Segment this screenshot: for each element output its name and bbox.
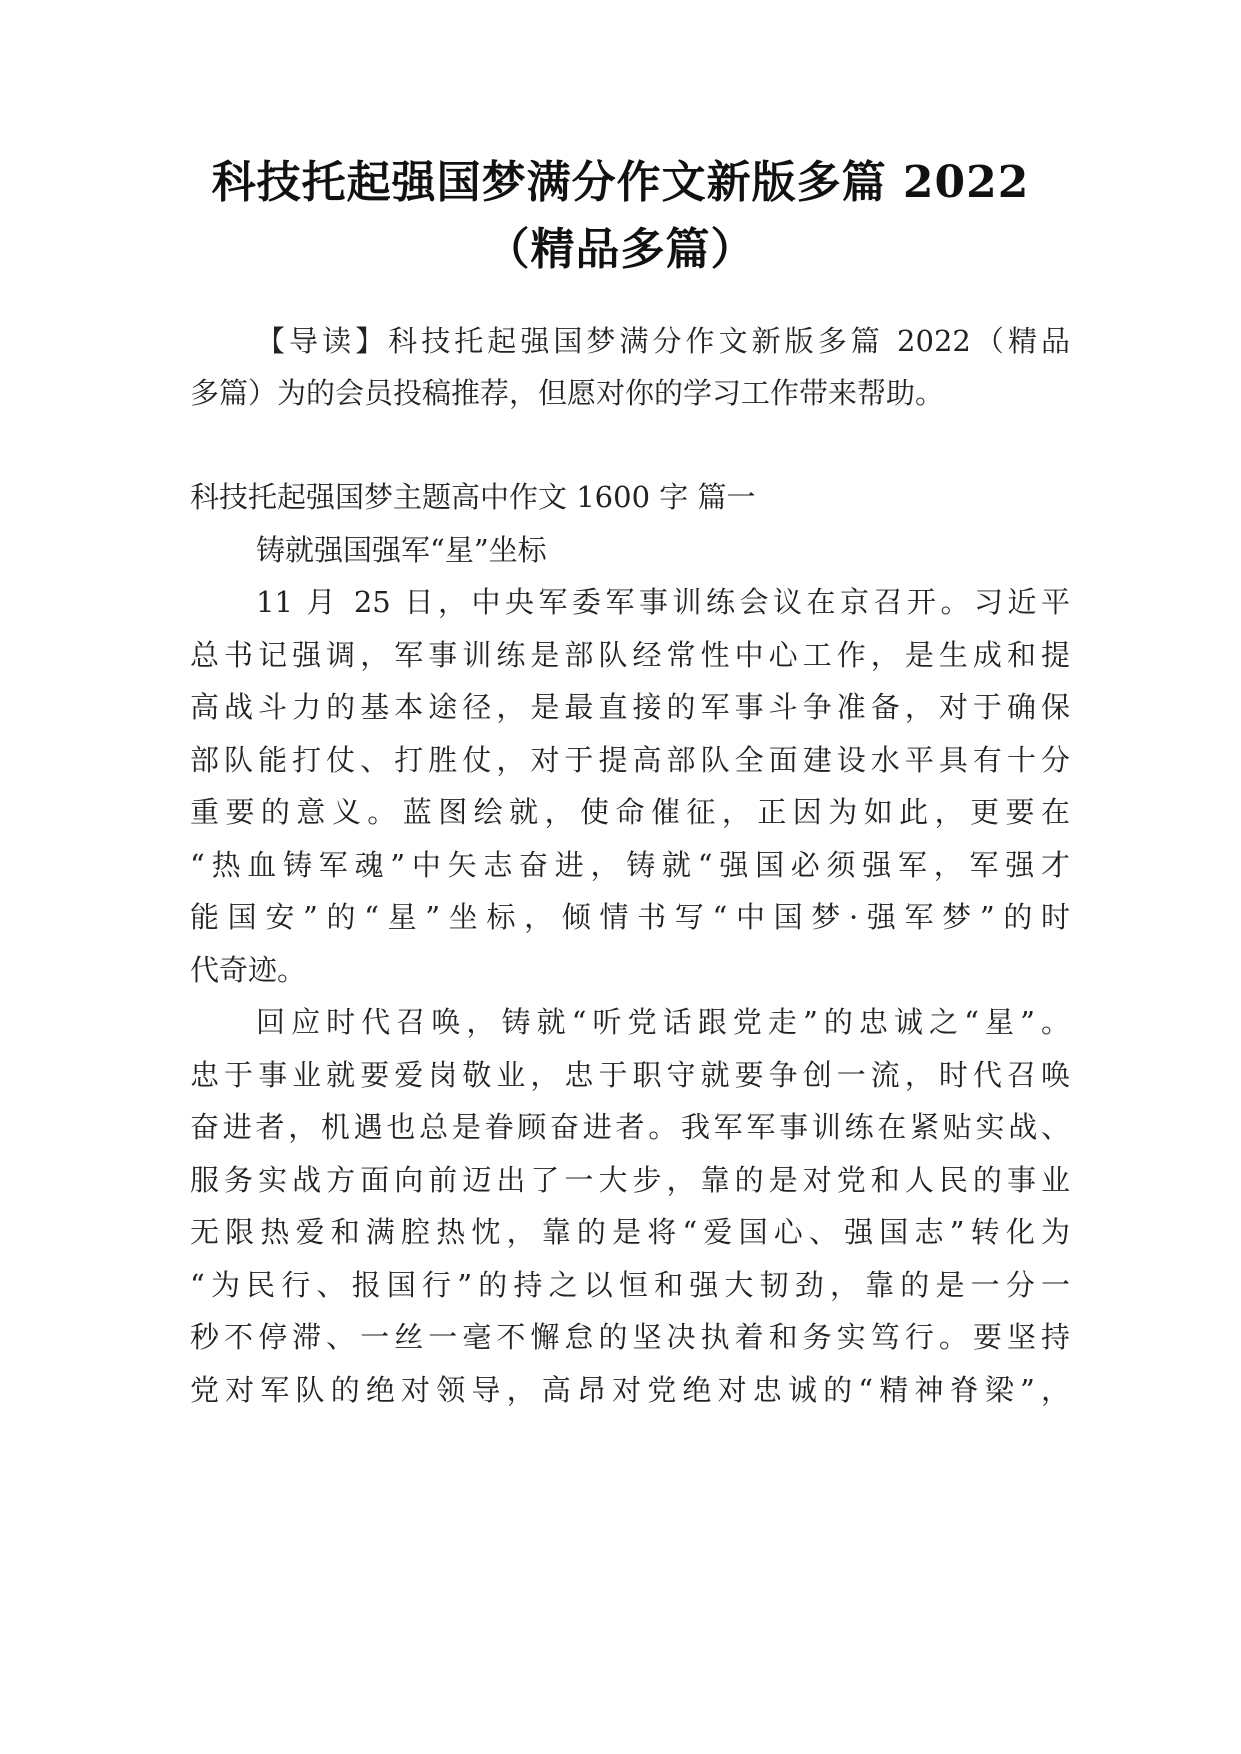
document-title-line-2: （精品多篇） [485, 224, 756, 275]
paragraph-1-line-2: 总书记强调，军事训练是部队经常性中心工作，是生成和提 [190, 638, 1070, 672]
paragraph-2-line-8: 党对军队的绝对领导，高昂对党绝对忠诚的“精神脊梁”， [190, 1373, 1070, 1407]
intro-line-2: 多篇）为的会员投稿推荐，但愿对你的学习工作带来帮助。 [190, 376, 945, 410]
paragraph-2-line-1: 回应时代召唤，铸就“听党话跟党走”的忠诚之“星”。 [256, 1005, 1070, 1039]
article-subtitle: 铸就强国强军“星”坐标 [256, 533, 547, 567]
paragraph-2-line-6: “为民行、报国行”的持之以恒和强大韧劲，靠的是一分一 [190, 1268, 1070, 1302]
paragraph-1-line-6: “热血铸军魂”中矢志奋进，铸就“强国必须强军，军强才 [190, 848, 1070, 882]
paragraph-1-line-8: 代奇迹。 [190, 953, 307, 987]
paragraph-2-line-3: 奋进者，机遇也总是眷顾奋进者。我军军事训练在紧贴实战、 [190, 1110, 1070, 1144]
paragraph-2-line-2: 忠于事业就要爱岗敬业，忠于职守就要争创一流，时代召唤 [190, 1058, 1070, 1092]
paragraph-1-line-7: 能国安”的“星”坐标，倾情书写“中国梦·强军梦”的时 [190, 900, 1070, 934]
paragraph-1-line-5: 重要的意义。蓝图绘就，使命催征，正因为如此，更要在 [190, 795, 1070, 829]
paragraph-1-line-1: 11 月 25 日，中央军委军事训练会议在京召开。习近平 [256, 585, 1070, 619]
paragraph-1-line-4: 部队能打仗、打胜仗，对于提高部队全面建设水平具有十分 [190, 743, 1070, 777]
section-heading: 科技托起强国梦主题高中作文 1600 字 篇一 [190, 480, 756, 514]
paragraph-2-line-4: 服务实战方面向前迈出了一大步，靠的是对党和人民的事业 [190, 1163, 1070, 1197]
paragraph-2-line-5: 无限热爱和满腔热忱，靠的是将“爱国心、强国志”转化为 [190, 1215, 1070, 1249]
paragraph-2-line-7: 秒不停滞、一丝一毫不懈怠的坚决执着和务实笃行。要坚持 [190, 1320, 1070, 1354]
intro-line-1: 【导读】科技托起强国梦满分作文新版多篇 2022（精品 [256, 324, 1070, 358]
document-title-line-1: 科技托起强国梦满分作文新版多篇 2022 [211, 157, 1030, 208]
paragraph-1-line-3: 高战斗力的基本途径，是最直接的军事斗争准备，对于确保 [190, 690, 1070, 724]
